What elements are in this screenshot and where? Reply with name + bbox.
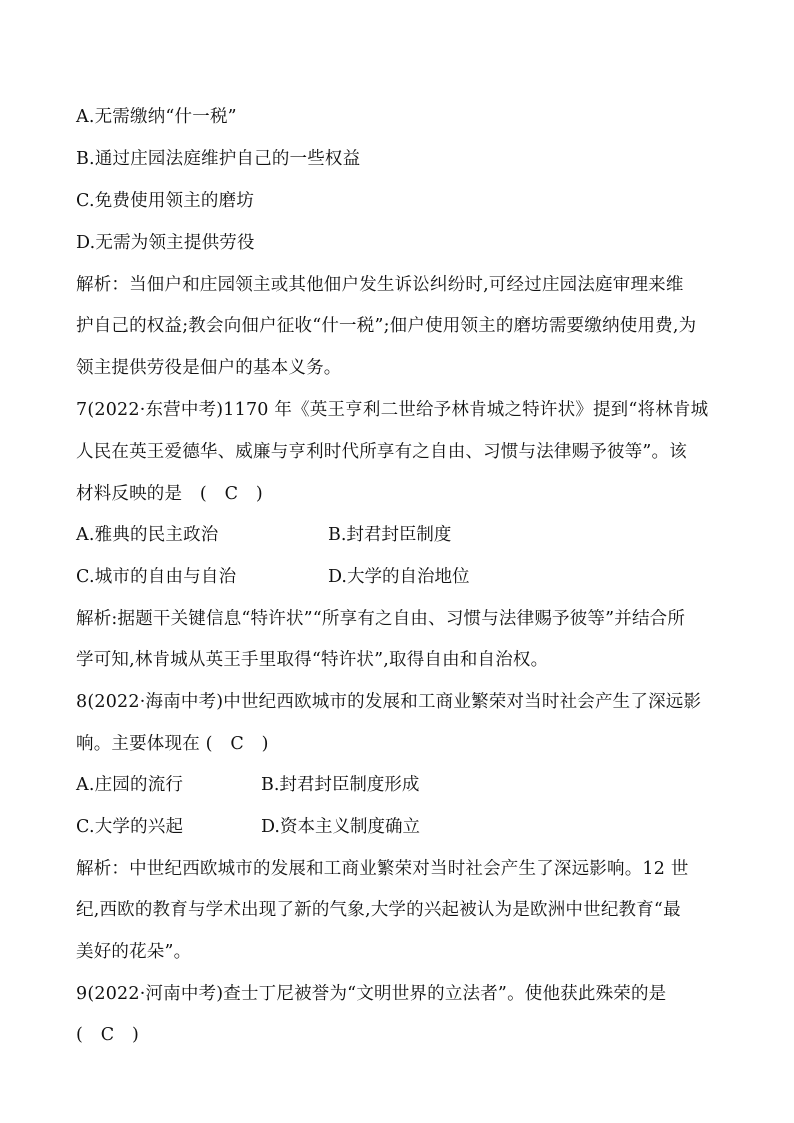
q8-analysis-line: 纪,西欧的教育与学术出现了新的气象,大学的兴起被认为是欧洲中世纪教育“最 [76,900,681,920]
q9-stem-line: 9(2022·河南中考)查士丁尼被誉为“文明世界的立法者”。使他获此殊荣的是 [76,984,667,1004]
q7-option-c: C.城市的自由与自治 [76,567,237,587]
q7-option-a: A.雅典的民主政治 [76,525,219,545]
q7-stem-line: 7(2022·东营中考)1170 年《英王亨利二世给予林肯城之特许状》提到“将林肯城 [76,400,709,420]
q8-option-a: A.庄园的流行 [76,775,184,795]
q7-stem-line: 材料反映的是 ( C ) [76,484,263,504]
q7-analysis-line: 学可知,林肯城从英王手里取得“特许状”,取得自由和自治权。 [76,650,549,670]
q6-option-d: D.无需为领主提供劳役 [76,233,255,253]
q6-analysis-line: 解析：当佃户和庄园领主或其他佃户发生诉讼纠纷时,可经过庄园法庭审理来维 [76,275,684,295]
q8-option-b: B.封君封臣制度形成 [261,775,420,795]
q7-analysis-line: 解析:据题干关键信息“特许状”“所享有之自由、习惯与法律赐予彼等”并结合所 [76,609,686,629]
q6-analysis-line: 护自己的权益;教会向佃户征收“什一税”;佃户使用领主的磨坊需要缴纳使用费,为 [76,316,697,336]
q8-stem-line: 8(2022·海南中考)中世纪西欧城市的发展和工商业繁荣对当时社会产生了深远影 [76,692,702,712]
q7-option-b: B.封君封臣制度 [328,525,452,545]
q8-option-c: C.大学的兴起 [76,817,184,837]
q6-analysis-line: 领主提供劳役是佃户的基本义务。 [76,358,342,378]
q8-analysis-line: 美好的花朵”。 [76,942,192,962]
q8-analysis-line: 解析：中世纪西欧城市的发展和工商业繁荣对当时社会产生了深远影响。12 世 [76,859,689,879]
q7-option-d: D.大学的自治地位 [328,567,470,587]
q8-stem-line: 响。主要体现在 ( C ) [76,734,269,754]
q6-option-b: B.通过庄园法庭维护自己的一些权益 [76,149,361,169]
q6-option-a: A.无需缴纳“什一税” [76,107,237,127]
q7-stem-line: 人民在英王爱德华、威廉与亨利时代所享有之自由、习惯与法律赐予彼等”。该 [76,442,687,462]
q6-option-c: C.免费使用领主的磨坊 [76,191,255,211]
q9-stem-line: ( C ) [76,1025,140,1045]
q8-option-d: D.资本主义制度确立 [261,817,420,837]
